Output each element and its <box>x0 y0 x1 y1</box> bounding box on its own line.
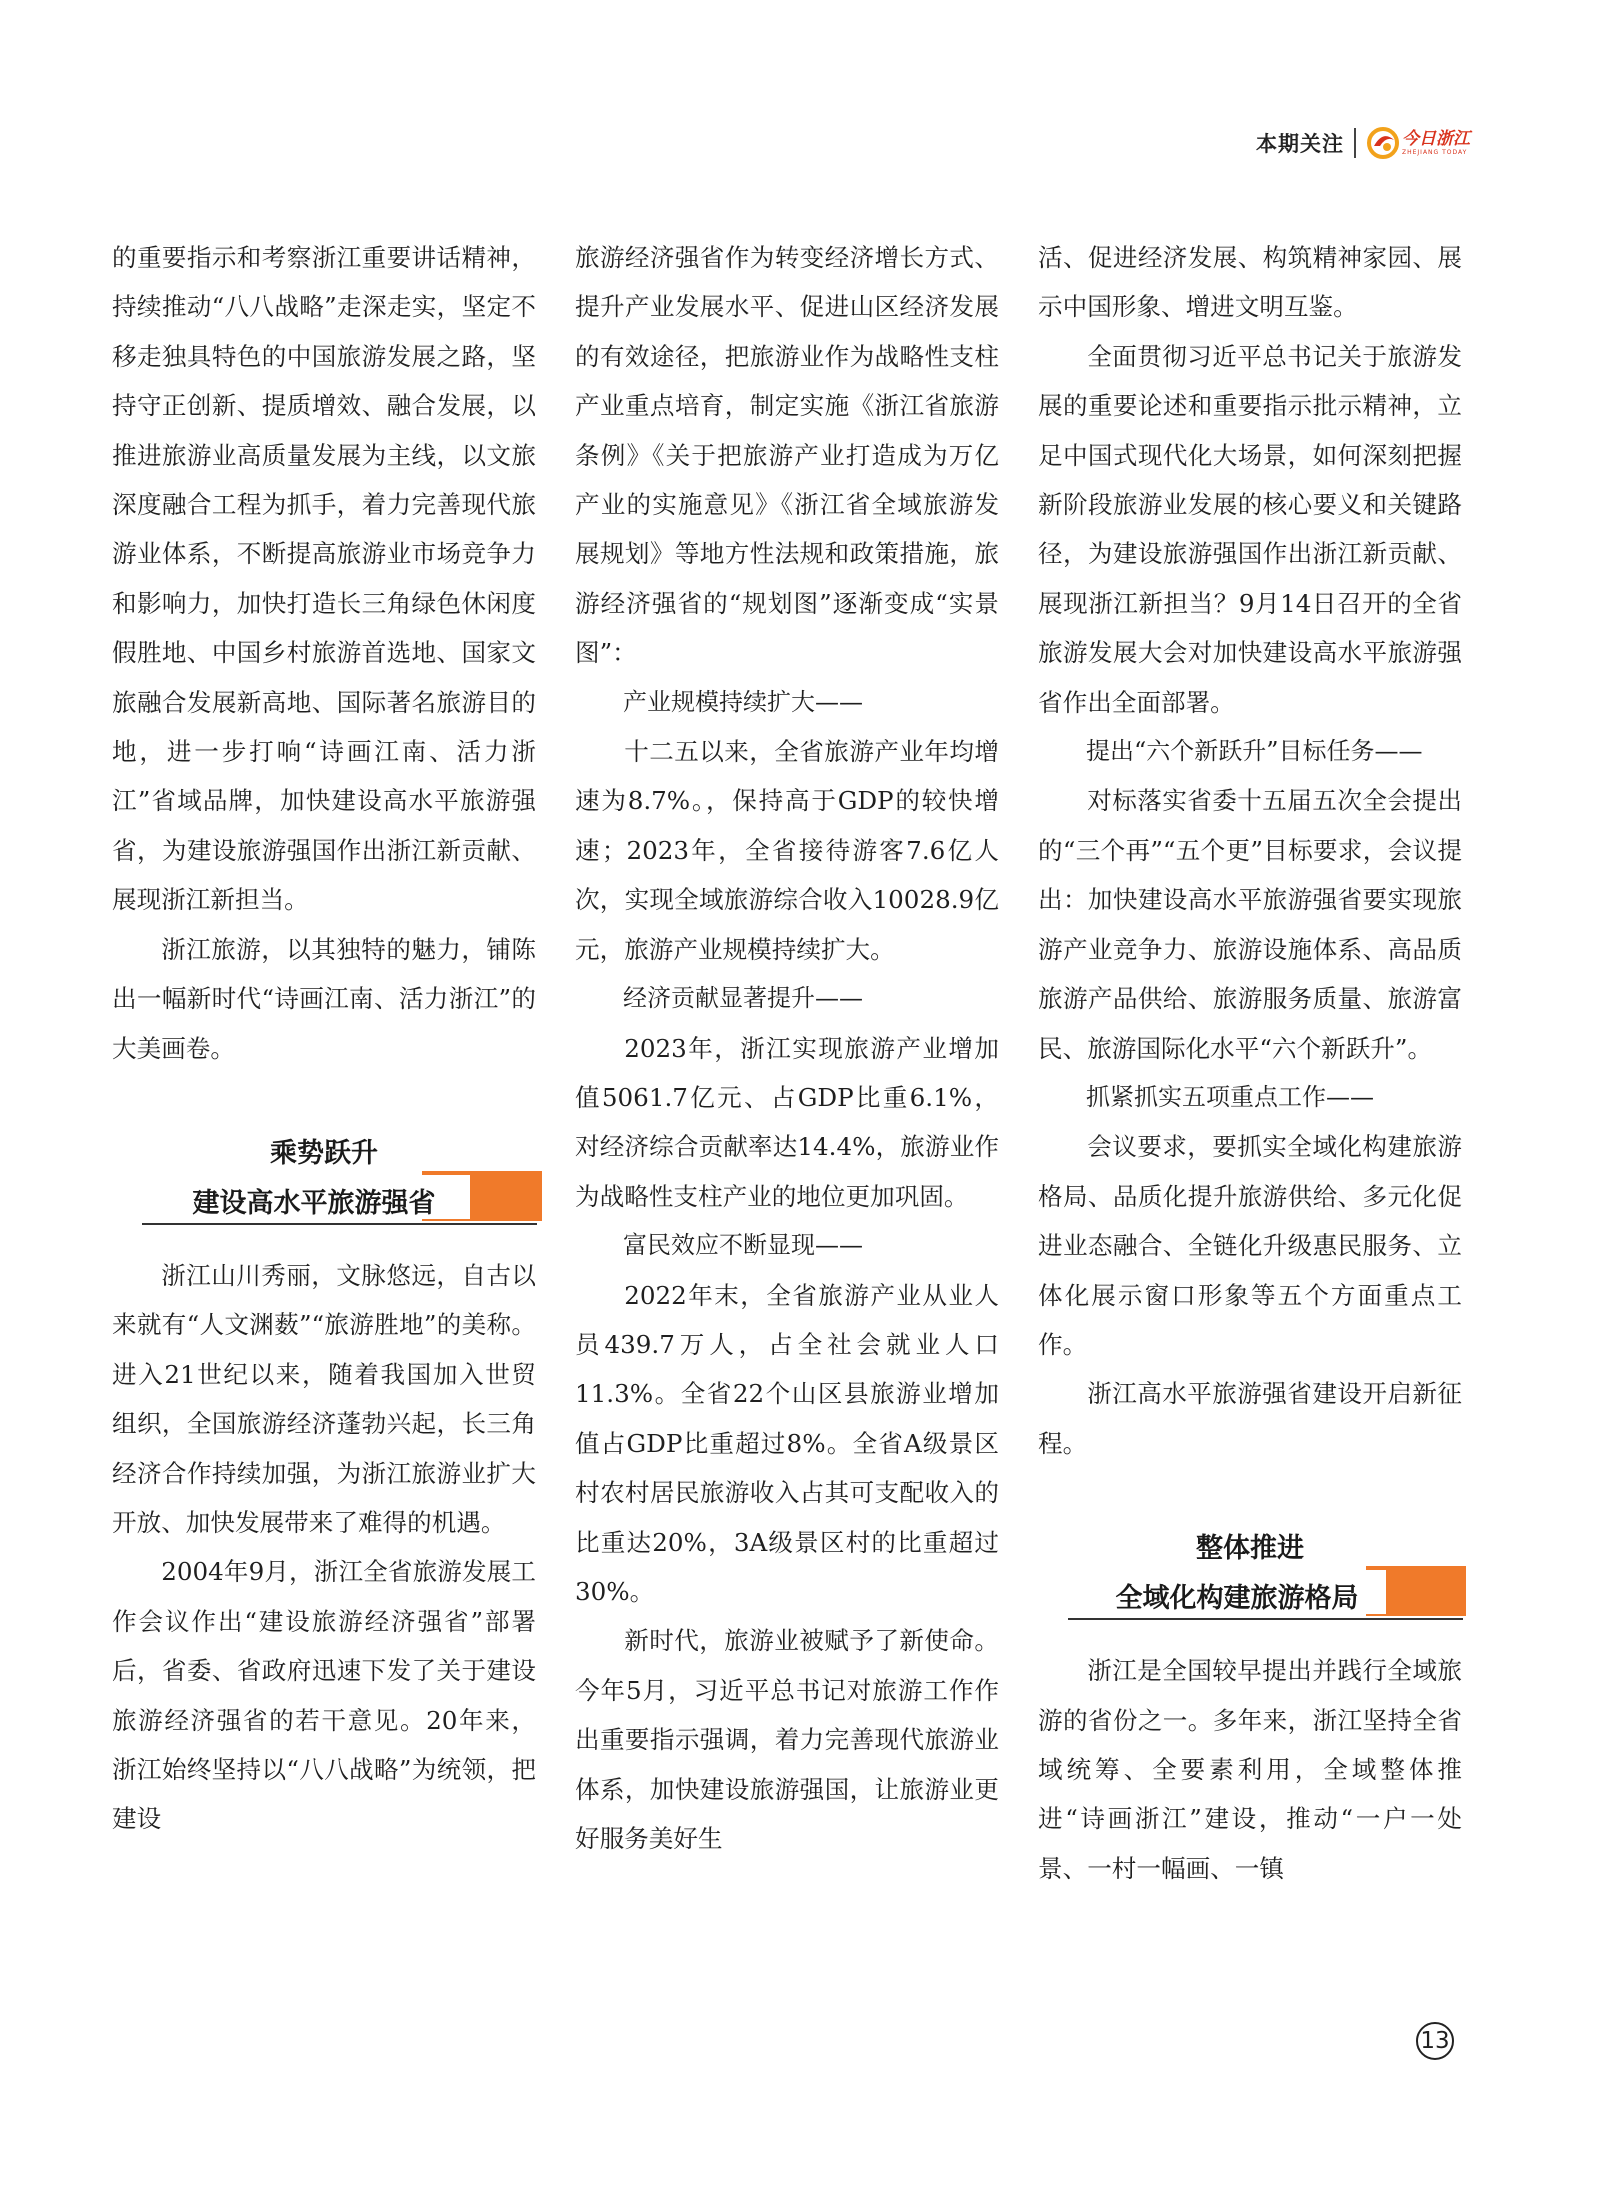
paragraph: 旅游经济强省作为转变经济增长方式、提升产业发展水平、促进山区经济发展的有效途径，把旅游业作为战略性支柱产业重点培育，制定实施《浙江省旅游条例》《关于把旅游产业打造成为万亿产业的实施意见》《浙江省全域旅游发展规划》等地方性法规和政策措施，旅游经济强省的“规划图”逐渐变成“实景图”： <box>575 243 999 668</box>
subheading: 经济贡献显著提升—— <box>623 984 863 1013</box>
paragraph: 浙江旅游，以其独特的魅力，铺陈出一幅新时代“诗画江南、活力浙江”的大美画卷。 <box>112 934 536 1063</box>
section-heading <box>112 1073 536 1251</box>
section-title-line-1: 整体推进 <box>1196 1533 1304 1565</box>
section-heading <box>1038 1468 1462 1646</box>
paragraph: 浙江高水平旅游强省建设开启新征程。 <box>1038 1379 1462 1458</box>
subheading: 产业规模持续扩大—— <box>623 687 863 716</box>
paragraph: 全面贯彻习近平总书记关于旅游发展的重要论述和重要指示批示精神，立足中国式现代化大场景，如何深刻把握新阶段旅游业发展的核心要义和关键路径，为建设旅游强国作出浙江新贡献、展现浙江新担当？9月14日召开的全省旅游发展大会对加快建设高水平旅游强省作出全面部署。 <box>1038 341 1462 717</box>
column-2 <box>575 233 999 1863</box>
paragraph: 2023年，浙江实现旅游产业增加值5061.7亿元、占GDP比重6.1%，对经济综合贡献率达14.4%，旅游业作为战略性支柱产业的地位更加巩固。 <box>575 1033 999 1211</box>
paragraph: 浙江是全国较早提出并践行全域旅游的省份之一。多年来，浙江坚持全省域统筹、全要素利用，全域整体推进“诗画浙江”建设，推动“一户一处景、一村一幅画、一镇 <box>1038 1656 1462 1883</box>
paragraph: 浙江山川秀丽，文脉悠远，自古以来就有“人文渊薮”“旅游胜地”的美称。进入21世纪以来，随着我国加入世贸组织，全国旅游经济蓬勃兴起，长三角经济合作持续加强，为浙江旅游业扩大开放、加快发展带来了难得的机遇。 <box>112 1260 536 1537</box>
subheading: 抓紧抓实五项重点工作—— <box>1086 1082 1374 1111</box>
paragraph: 对标落实省委十五届五次全会提出的“三个再”“五个更”目标要求，会议提出：加快建设高水平旅游强省要实现旅游产业竞争力、旅游设施体系、高品质旅游产品供给、旅游服务质量、旅游富民、旅游国际化水平“六个新跃升”。 <box>1038 786 1462 1063</box>
paragraph: 2004年9月，浙江全省旅游发展工作会议作出“建设旅游经济强省”部署后，省委、省政府迅速下发了关于建设旅游经济强省的若干意见。20年来，浙江始终坚持以“八八战略”为统领，把建设 <box>112 1557 536 1834</box>
heading-underline <box>1068 1618 1463 1620</box>
column-3 <box>1038 233 1462 1893</box>
subheading: 富民效应不断显现—— <box>623 1231 863 1260</box>
magazine-logo <box>1366 126 1470 160</box>
section-title-line-2: 建设高水平旅游强省 <box>192 1187 436 1219</box>
logo-chinese-text: 今日浙江 <box>1402 128 1470 149</box>
paragraph: 活、促进经济发展、构筑精神家园、展示中国形象、增进文明互鉴。 <box>1038 243 1462 322</box>
subheading: 提出“六个新跃升”目标任务—— <box>1086 737 1423 766</box>
heading-underline <box>142 1223 537 1225</box>
logo-english-text: ZHEJIANG TODAY <box>1402 148 1468 156</box>
section-label: 本期关注 <box>1256 132 1344 156</box>
page-number: 13 <box>1416 2022 1454 2060</box>
section-title-line-2: 全域化构建旅游格局 <box>1115 1583 1359 1615</box>
paragraph: 新时代，旅游业被赋予了新使命。今年5月，习近平总书记对旅游工作作出重要指示强调，着力完善现代旅游业体系，加快建设旅游强国，让旅游业更好服务美好生 <box>575 1626 999 1853</box>
logo-swirl-icon <box>1366 126 1400 160</box>
column-1 <box>112 233 536 1844</box>
paragraph: 的重要指示和考察浙江重要讲话精神，持续推动“八八战略”走深走实，坚定不移走独具特色的中国旅游发展之路，坚持守正创新、提质增效、融合发展，以推进旅游业高质量发展为主线，以文旅深度融合工程为抓手，着力完善现代旅游业体系，不断提高旅游业市场竞争力和影响力，加快打造长三角绿色休闲度假胜地、中国乡村旅游首选地、国家文旅融合发展新高地、国际著名旅游目的地，进一步打响“诗画江南、活力浙江”省域品牌，加快建设高水平旅游强省，为建设旅游强国作出浙江新贡献、展现浙江新担当。 <box>112 243 536 915</box>
paragraph: 十二五以来，全省旅游产业年均增速为8.7%。，保持高于GDP的较快增速；2023年，全省接待游客7.6亿人次，实现全域旅游综合收入10028.9亿元，旅游产业规模持续扩大。 <box>575 737 999 964</box>
header-divider <box>1354 128 1356 158</box>
paragraph: 会议要求，要抓实全域化构建旅游格局、品质化提升旅游供给、多元化促进业态融合、全链化升级惠民服务、立体化展示窗口形象等五个方面重点工作。 <box>1038 1132 1462 1359</box>
paragraph: 2022年末，全省旅游产业从业人员439.7万人，占全社会就业人口11.3%。全省22个山区县旅游业增加值占GDP比重超过8%。全省A级景区村农村居民旅游收入占其可支配收入的比重达20%，3A级景区村的比重超过30%。 <box>575 1280 999 1606</box>
section-title-line-1: 乘势跃升 <box>270 1137 378 1169</box>
page-header <box>1256 118 1470 168</box>
